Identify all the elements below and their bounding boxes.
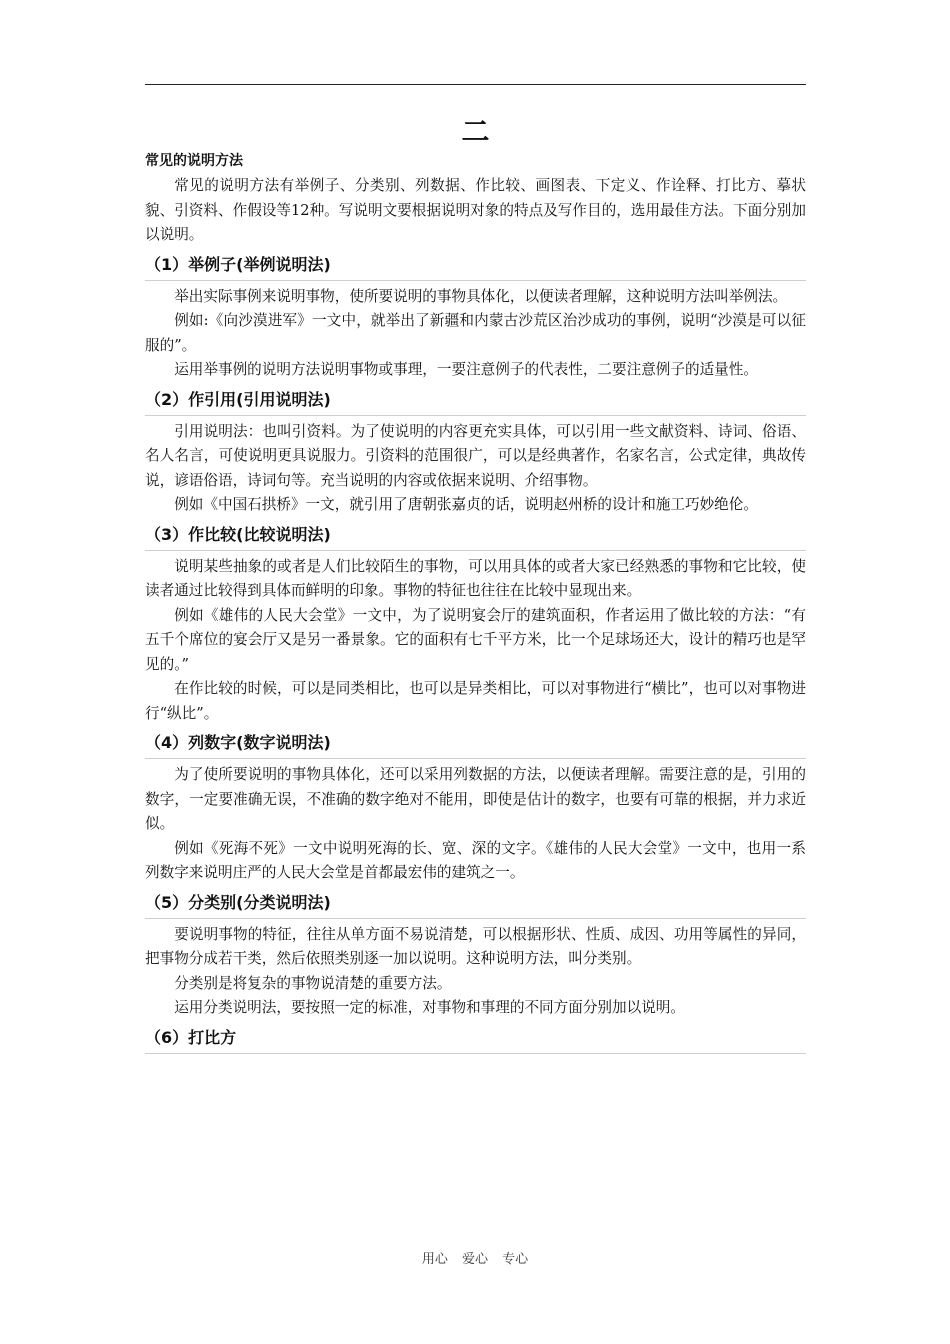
section-rule: [145, 1053, 806, 1054]
paragraph: 运用举事例的说明方法说明事物或事理，一要注意例子的代表性，二要注意例子的适量性。: [174, 361, 758, 378]
section-rule: [145, 415, 806, 416]
section-6: [145, 1023, 806, 1054]
section-rule: [145, 550, 806, 551]
page-footer: 用心 爱心 专心: [421, 1252, 529, 1267]
section-rule: [145, 918, 806, 919]
page-title: 二: [461, 115, 490, 148]
paragraph: 运用分类说明法，要按照一定的标准，对事物和事理的不同方面分别加以说明。: [174, 999, 685, 1016]
section-rule: [145, 280, 806, 281]
section-4: [145, 728, 806, 886]
section-heading: （3）作比较(比较说明法): [145, 524, 331, 544]
section-3: [145, 520, 806, 727]
paragraph: 例如《雄伟的人民大会堂》一文中，为了说明宴会厅的建筑面积，作者运用了做比较的方法：“有五千个席位的宴会厅又是另一番景象。它的面积有七千平方米，比一个足球场还大，设计的精巧也是罕见的。”: [145, 606, 806, 673]
section-heading: （2）作引用(引用说明法): [145, 389, 331, 409]
header-rule: [145, 84, 806, 85]
section-heading: （5）分类别(分类说明法): [145, 892, 331, 912]
section-heading: （4）列数字(数字说明法): [145, 733, 331, 752]
paragraph: 举出实际事例来说明事物，使所要说明的事物具体化，以便读者理解，这种说明方法叫举例法。: [174, 287, 788, 305]
paragraph: 例如:《向沙漠进军》一文中，就举出了新疆和内蒙古沙荒区治沙成功的事例，说明“沙漠是可以征服的”。: [145, 312, 806, 354]
intro-paragraph: 常见的说明方法有举例子、分类别、列数据、作比较、画图表、下定义、作诠释、打比方、摹状貌、引资料、作假设等12种。写说明文要根据说明对象的特点及写作目的，选用最佳方法。下面分别加以说明。: [145, 177, 806, 243]
paragraph: 例如《死海不死》一文中说明死海的长、宽、深的文字。《雄伟的人民大会堂》一文中，也用一系列数字来说明庄严的人民大会堂是首都最宏伟的建筑之一。: [145, 839, 806, 881]
section-2: [145, 385, 806, 518]
section-rule: [145, 758, 806, 759]
paragraph: 分类别是将复杂的事物说清楚的重要方法。: [174, 974, 452, 992]
section-heading: （1）举例子(举例说明法): [145, 254, 331, 274]
paragraph: 要说明事物的特征，往往从单方面不易说清楚，可以根据形状、性质、成因、功用等属性的异同，把事物分成若干类，然后依照类别逐一加以说明。这种说明方法，叫分类别。: [145, 925, 806, 967]
section-title: 常见的说明方法: [145, 153, 243, 169]
section-5: [145, 888, 806, 1021]
paragraph: 引用说明法：也叫引资料。为了使说明的内容更充实具体，可以引用一些文献资料、诗词、俗语、名人名言，可使说明更具说服力。引资料的范围很广，可以是经典著作，名家名言，公式定律，典故传说，谚语俗语，诗词句等。充当说明的内容或依据来说明、介绍事物。: [145, 422, 806, 489]
paragraph: 例如《中国石拱桥》一文，就引用了唐朝张嘉贞的话，说明赵州桥的设计和施工巧妙绝伦。: [174, 496, 758, 513]
section-1: [145, 250, 806, 383]
paragraph: 说明某些抽象的或者是人们比较陌生的事物，可以用具体的或者大家已经熟悉的事物和它比较，使读者通过比较得到具体而鲜明的印象。事物的特征也往往在比较中显现出来。: [145, 557, 806, 599]
paragraph: 为了使所要说明的事物具体化，还可以采用列数据的方法，以便读者理解。需要注意的是，引用的数字，一定要准确无误，不准确的数字绝对不能用，即使是估计的数字，也要有可靠的根据，并力求近似。: [145, 766, 806, 832]
document-body: [145, 174, 806, 1058]
section-heading: （6）打比方: [145, 1027, 237, 1047]
paragraph: 在作比较的时候，可以是同类相比，也可以是异类相比，可以对事物进行“横比”，也可以对事物进行“纵比”。: [145, 680, 806, 722]
document-page: [145, 0, 806, 1344]
